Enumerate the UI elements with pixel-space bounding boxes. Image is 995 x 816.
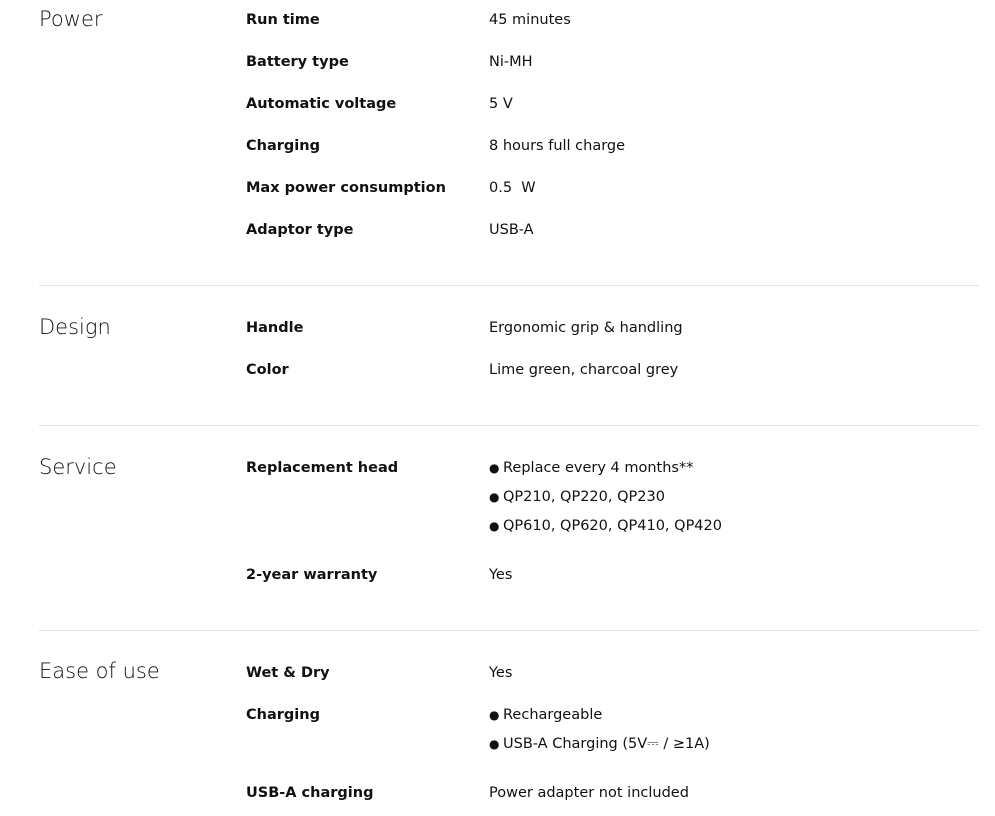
spec-value: Power adapter not included <box>489 785 689 801</box>
section-title: Service <box>39 455 117 479</box>
bullet-icon: ● <box>489 490 500 504</box>
spec-label: Automatic voltage <box>246 96 397 112</box>
spec-value-list <box>489 706 710 764</box>
spec-value: 5 V <box>489 96 513 112</box>
section-title: Power <box>39 7 103 31</box>
spec-value: 45 minutes <box>489 12 571 28</box>
spec-value: Lime green, charcoal grey <box>489 362 679 378</box>
bullet-icon: ● <box>489 519 500 533</box>
spec-value: 8 hours full charge <box>489 138 626 154</box>
spec-label: Color <box>246 362 289 378</box>
list-item: ● Rechargeable <box>489 707 603 723</box>
spec-label: 2-year warranty <box>246 567 378 583</box>
spec-value-list <box>489 459 722 546</box>
spec-value: Yes <box>489 567 513 583</box>
spec-label: Charging <box>246 138 320 154</box>
spec-label: Replacement head <box>246 460 399 476</box>
section-divider <box>39 425 979 426</box>
spec-label: Adaptor type <box>246 222 354 238</box>
spec-label: USB-A charging <box>246 785 374 801</box>
bullet-icon: ● <box>489 737 500 751</box>
section-divider <box>39 630 979 631</box>
section-title: Design <box>39 315 111 339</box>
spec-label: Battery type <box>246 54 349 70</box>
list-item: ● QP210, QP220, QP230 <box>489 489 665 505</box>
spec-label: Wet & Dry <box>246 665 330 681</box>
spec-label: Handle <box>246 320 304 336</box>
spec-value: Ni-MH <box>489 54 533 70</box>
spec-value: 0.5 W <box>489 180 536 196</box>
list-item: ● QP610, QP620, QP410, QP420 <box>489 518 722 534</box>
spec-label: Max power consumption <box>246 180 446 196</box>
list-item: ● USB-A Charging (5V⎓ / ≥1A) <box>489 736 710 752</box>
list-item: ● Replace every 4 months** <box>489 460 694 476</box>
spec-label: Charging <box>246 707 320 723</box>
spec-value: Ergonomic grip & handling <box>489 320 683 336</box>
bullet-icon: ● <box>489 708 500 722</box>
spec-value: USB-A <box>489 222 534 238</box>
spec-label: Run time <box>246 12 320 28</box>
section-title: Ease of use <box>39 659 160 683</box>
section-divider <box>39 285 979 286</box>
bullet-icon: ● <box>489 461 500 475</box>
spec-value: Yes <box>489 665 513 681</box>
